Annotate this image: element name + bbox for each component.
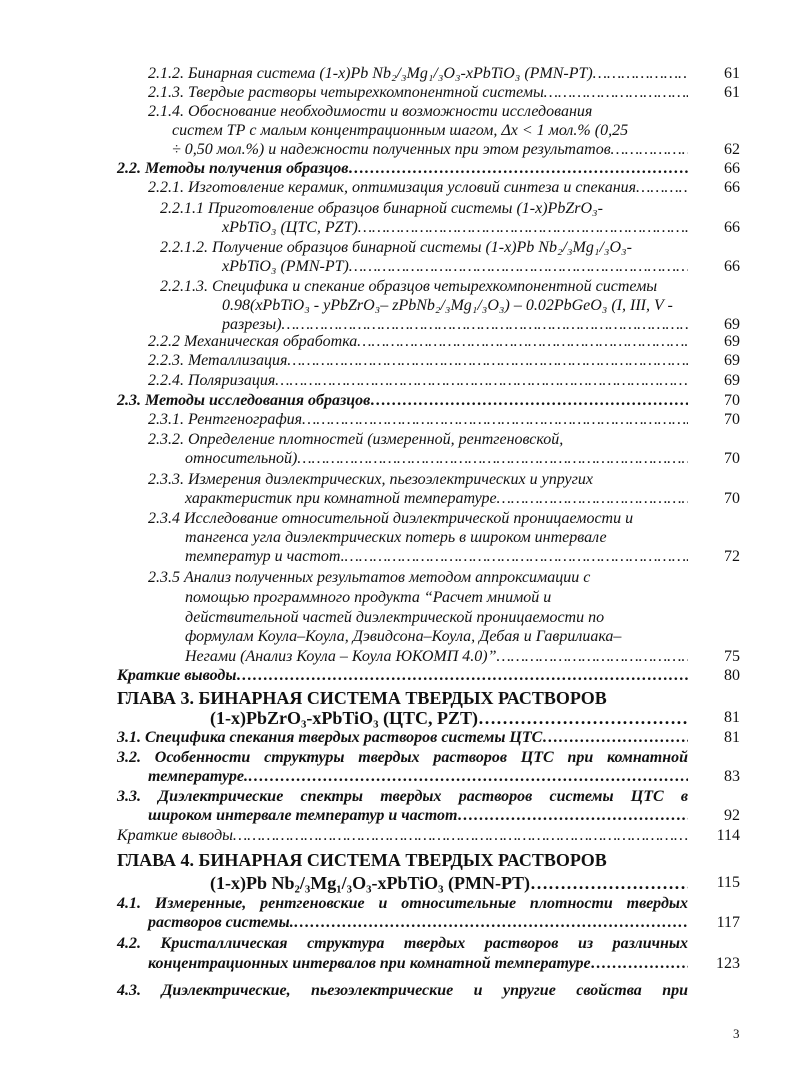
toc-entry-text: xPbTiO₃ (PMN-PT) [222,258,349,275]
dot-leader [457,806,688,826]
toc-entry-line: 2.1.4. Обоснование необходимости и возможности исследования [148,103,593,120]
toc-entry-line [148,351,688,371]
toc-entry-line [210,708,688,728]
toc-entry-line: 0.98(xPbTiO₃ - yPbZrO₃– zPbNb₂/₃Mg₁/₃O₃) – 0.02PbGeO₃ (I, III, V - [222,297,673,314]
toc-entry-text: растворов системы. [148,914,294,931]
toc-page-number: 69 [724,333,740,350]
toc-entry-line: помощью программного продукта “Расчет мнимой и [185,589,552,606]
toc-page-number: 66 [724,258,740,275]
dot-leader [530,873,688,893]
toc-entry-text: 2.2.3. Металлизация [148,352,288,369]
toc-page-number: 70 [724,411,740,428]
toc-entry-line [148,83,688,103]
toc-entry-line: 2.3.5 Анализ полученных результатов методом аппроксимации с [148,569,591,586]
toc-page-number: 75 [724,648,740,665]
toc-entry-text: 2.1.3. Твердые растворы четырехкомпонентной системы [148,84,544,101]
toc-entry-line: 2.3.4 Исследование относительной диэлектрической проницаемости и [148,510,634,527]
toc-entry-text: (1-x)Pb Nb₂/₃Mg₁/₃O₃-xPbTiO₃ (PMN-PT) [210,873,531,893]
toc-entry-line [148,954,688,974]
toc-page-number: 69 [724,316,740,333]
toc-entry-text: 2.2.1. Изготовление керамик, оптимизация условий синтеза и спекания [148,179,637,196]
dot-leader [233,826,688,846]
dot-leader [349,257,688,277]
toc-entry-line: формулам Коула–Коула, Дэвидсона–Коула, Дебая и Гаврилиака– [185,628,622,645]
toc-entry-line [148,371,688,391]
dot-leader [287,351,688,371]
dot-leader [542,728,688,748]
toc-entry-line [172,140,688,160]
dot-leader [358,218,688,238]
toc-entry-text: 2.3. Методы исследования образцов [117,392,371,409]
toc-entry-line: 4.3. Диэлектрические, пьезоэлектрические и упругие свойства при [117,982,688,999]
toc-entry-text: температуре. [148,768,248,785]
toc-entry-line: тангенса угла диэлектрических потерь в широком интервале [185,529,607,546]
toc-entry-line [148,806,688,826]
toc-entry-text: разрезы) [222,316,282,333]
toc-entry-text: Негами (Анализ Коула – Коула ЮКОМП 4.0)” [185,648,497,665]
toc-entry-line: 3.2. Особенности структуры твердых растворов ЦТС при комнатной [117,749,688,766]
toc-entry-text: 2.3.1. Рентгенография [148,411,303,428]
toc-page-number: 61 [724,84,740,101]
toc-page-number: 72 [724,548,740,565]
toc-entry-text: относительной) [185,450,298,467]
page-number: 3 [733,1026,740,1041]
toc-entry-line: 3.3. Диэлектрические спектры твердых растворов системы ЦТС в [117,788,688,805]
toc-entry-line [222,218,688,238]
toc-entry-text: 3.1. Специфика спекания твердых растворов системы ЦТС [117,729,543,746]
toc-entry-line [148,767,688,787]
toc-entry-text: ÷ 0,50 мол.%) и надежности полученных при этом результатов [172,141,611,158]
dot-leader [302,410,688,430]
toc-entry-line [117,391,688,411]
dot-leader [236,666,688,686]
toc-page-number: 81 [724,709,740,726]
toc-entry-text: широком интервале температур и частот [148,807,458,824]
toc-entry-line [148,913,688,933]
toc-entry-text: характеристик при комнатной температуре [185,490,497,507]
toc-page-number: 70 [724,490,740,507]
toc-page-number: 69 [724,352,740,369]
toc-entry-line [222,257,688,277]
toc-entry-line: 2.3.2. Определение плотностей (измеренной, рентгеновской, [148,431,564,448]
dot-leader [611,140,688,160]
toc-entry-line [185,489,688,509]
dot-leader [357,332,688,352]
toc-entry-line: 2.3.3. Измерения диэлектрических, пьезоэлектрических и упругих [148,471,593,488]
toc-entry-line [117,826,688,846]
toc-entry-line [148,64,688,84]
toc-entry-text: (1-x)PbZrO₃-xPbTiO₃ (ЦТС, PZT) [210,708,478,728]
toc-entry-text: 2.2.4. Поляризация [148,372,276,389]
dot-leader [294,913,688,933]
toc-entry-line [148,178,688,198]
toc-page-number: 69 [724,372,740,389]
toc-page-number: 117 [716,914,740,931]
toc-page-number: 80 [724,667,740,684]
toc-page-number: 66 [724,160,740,177]
toc-page-number: 70 [724,392,740,409]
dot-leader [544,83,688,103]
toc-entry-line [185,547,688,567]
dot-leader [497,489,688,509]
dot-leader [636,178,688,198]
toc-entry-text: 2.2.2 Механическая обработка [148,333,358,350]
toc-entry-text: 2.1.2. Бинарная система (1-x)Pb Nb₂/₃Mg₁/₃O₃-xPbTiO₃ (PMN-PT) [148,65,593,82]
toc-page-number: 92 [724,807,740,824]
toc-entry-line: ГЛАВА 3. БИНАРНАЯ СИСТЕМА ТВЕРДЫХ РАСТВОРОВ [117,688,607,708]
toc-entry-line [185,449,688,469]
toc-entry-text: xPbTiO₃ (ЦТС, PZT) [222,219,358,236]
toc-page-number: 66 [724,219,740,236]
toc-entry-line [185,647,688,667]
toc-entry-line: 2.2.1.1 Приготовление образцов бинарной системы (1-x)PbZrO₃- [160,200,603,217]
toc-entry-line: 4.2. Кристаллическая структура твердых растворов из различных [117,935,688,952]
toc-entry-line: 2.2.1.3. Специфика и спекание образцов четырехкомпонентной системы [160,278,658,295]
toc-entry-line: ГЛАВА 4. БИНАРНАЯ СИСТЕМА ТВЕРДЫХ РАСТВОРОВ [117,850,607,870]
dot-leader [478,708,688,728]
dot-leader [275,371,688,391]
dot-leader [593,64,688,84]
dot-leader [497,647,689,667]
toc-entry-line [117,728,688,748]
toc-entry-line [148,332,688,352]
toc-entry-line: 4.1. Измеренные, рентгеновские и относительные плотности твердых [117,895,688,912]
toc-entry-text: 2.2. Методы получения образцов [117,160,349,177]
toc-entry-line: систем ТР с малым концентрационным шагом, Δx < 1 мол.% (0,25 [172,122,629,139]
toc-entry-line [117,159,688,179]
toc-page-number: 66 [724,179,740,196]
toc-entry-text: Краткие выводы [117,667,237,684]
toc-entry-line [148,410,688,430]
dot-leader [297,449,688,469]
toc-entry-text: Краткие выводы [117,827,233,844]
toc-page-number: 115 [716,874,740,891]
toc-entry-line [210,873,688,893]
toc-page-number: 123 [716,955,740,972]
dot-leader [345,547,688,567]
dot-leader [370,391,688,411]
toc-page-number: 70 [724,450,740,467]
toc-page-number: 61 [724,65,740,82]
toc-page-number: 83 [724,768,740,785]
dot-leader [348,159,688,179]
dot-leader [248,767,688,787]
toc-entry-line: действительной частей диэлектрической проницаемости по [185,609,605,626]
toc-entry-line [117,666,688,686]
toc-entry-text: концентрационных интервалов при комнатной температуре [148,955,591,972]
toc-page-number: 81 [724,729,740,746]
toc-entry-line: 2.2.1.2. Получение образцов бинарной системы (1-x)Pb Nb₂/₃Mg₁/₃O₃- [160,239,632,256]
dot-leader [591,954,688,974]
toc-page-number: 114 [716,827,740,844]
toc-entry-text: температур и частот. [185,548,345,565]
toc-page-number: 62 [724,141,740,158]
